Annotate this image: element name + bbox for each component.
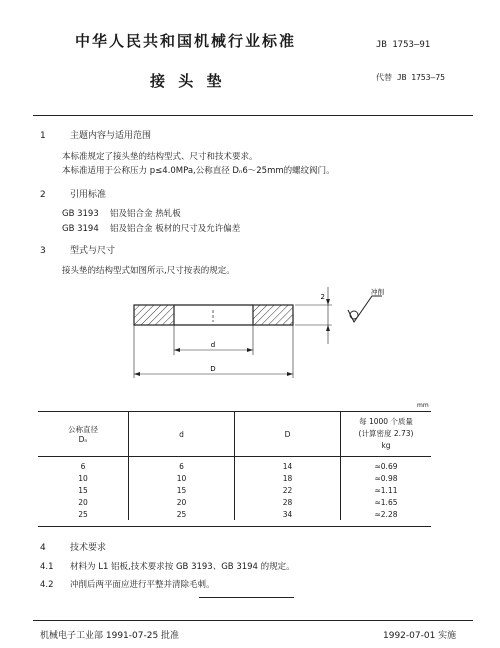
surface-finish-symbol [348, 296, 382, 322]
section-title: 技术要求 [70, 543, 107, 553]
table-bottom-rule [38, 526, 431, 527]
gasket-drawing [120, 282, 410, 392]
reference-name: 铝及铝合金 热轧板 [110, 209, 181, 219]
standard-number: JB 1753—91 [376, 40, 431, 50]
cell-outer-diameter: 34 [235, 508, 341, 520]
approval-info: 机械电子工业部 1991-07-25 批准 [40, 631, 180, 641]
cell-nominal-diameter: 10 [78, 473, 88, 483]
standard-category-title: 中华人民共和国机械行业标准 [75, 32, 297, 50]
section-4-heading [40, 540, 106, 553]
reference-code: GB 3194 [62, 224, 99, 234]
implementation-date: 1992-07-01 实施 [383, 631, 457, 641]
cell-nominal-diameter: 15 [78, 485, 88, 495]
cell-mass: ≈1.65 [341, 496, 432, 508]
cell-inner-diameter: 20 [129, 496, 235, 508]
header-mass: 每 1000 个质量 (计算密度 2.73) kg [341, 412, 432, 457]
header-inner-diameter: d [129, 412, 235, 457]
end-rule [199, 597, 294, 598]
reference-item [62, 207, 181, 219]
table-unit: mm [417, 402, 429, 409]
cell-outer-diameter: 18 [235, 472, 341, 484]
item-number: 4.1 [40, 562, 54, 572]
item-text: 冲削后两平面应进行平整并清除毛刺。 [70, 580, 215, 590]
table-row [38, 496, 431, 508]
header-outer-diameter: D [235, 412, 341, 457]
reference-name: 铝及铝合金 板材的尺寸及允许偏差 [110, 224, 241, 234]
section-3-para: 接头垫的结构型式如图所示,尺寸按表的规定。 [62, 266, 235, 276]
table-row [38, 484, 431, 496]
footer-rule [33, 620, 473, 621]
inner-diameter-label: d [210, 341, 216, 349]
requirement-item [40, 578, 215, 590]
section-1-para-1: 本标准规定了接头垫的结构型式、尺寸和技术要求。 [62, 152, 258, 162]
requirement-item [40, 560, 295, 572]
cell-inner-diameter: 25 [129, 508, 235, 520]
header-nominal-diameter: 公称直径 Dₙ [38, 412, 129, 457]
cell-outer-diameter: 28 [235, 496, 341, 508]
table-row [38, 472, 431, 484]
section-number: 4 [40, 543, 46, 553]
surface-finish-note: 冲削 [371, 288, 384, 296]
cell-mass: ≈0.69 [341, 457, 432, 473]
replaces-note: 代替 JB 1753—75 [376, 73, 445, 82]
section-number: 2 [40, 190, 46, 200]
header-rule [33, 115, 473, 116]
cell-mass: ≈2.28 [341, 508, 432, 520]
section-title: 主题内容与适用范围 [70, 131, 152, 141]
section-number: 1 [40, 131, 46, 141]
cell-inner-diameter: 6 [129, 457, 235, 473]
dimension-table [38, 412, 431, 520]
cell-nominal-diameter: 6 [80, 461, 86, 471]
item-number: 4.2 [40, 580, 54, 590]
section-2-heading [40, 187, 106, 200]
cell-nominal-diameter: 20 [78, 497, 88, 507]
gasket-section-right [253, 305, 293, 325]
section-title: 引用标准 [70, 190, 107, 200]
section-3-heading [40, 243, 115, 256]
item-text: 材料为 L1 铝板,技术要求按 GB 3193、GB 3194 的规定。 [70, 562, 295, 572]
table-header-row [38, 412, 431, 457]
cell-outer-diameter: 22 [235, 484, 341, 496]
cell-outer-diameter: 14 [235, 457, 341, 473]
cell-mass: ≈0.98 [341, 472, 432, 484]
outer-diameter-label: D [210, 365, 216, 373]
section-number: 3 [40, 246, 46, 256]
gasket-section-left [134, 305, 174, 325]
table-row [38, 508, 431, 520]
section-title: 型式与尺寸 [70, 246, 116, 256]
reference-code: GB 3193 [62, 209, 99, 219]
table-row [38, 457, 431, 473]
cell-inner-diameter: 10 [129, 472, 235, 484]
cell-inner-diameter: 15 [129, 484, 235, 496]
document-title: 接 头 垫 [150, 72, 226, 90]
section-1-heading [40, 128, 151, 141]
cell-mass: ≈1.11 [341, 484, 432, 496]
reference-item [62, 222, 240, 234]
cell-nominal-diameter: 25 [78, 509, 88, 519]
thickness-label: 2 [320, 293, 325, 301]
section-1-para-2: 本标准适用于公称压力 p≤4.0MPa,公称直径 Dₙ6～25mm的螺纹阀门。 [62, 166, 335, 176]
